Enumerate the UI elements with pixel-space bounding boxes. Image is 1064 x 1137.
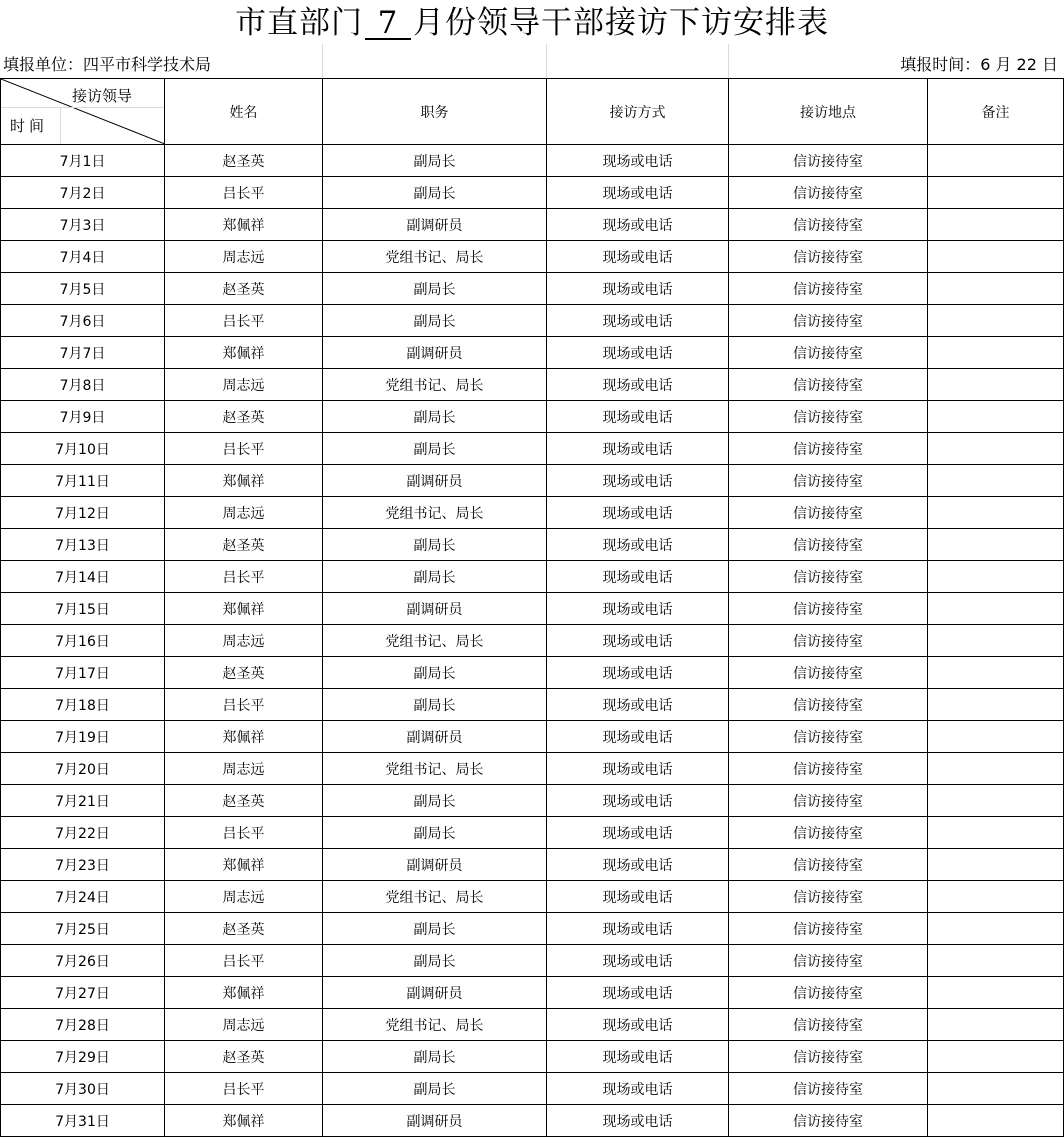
table-row	[1, 1105, 1064, 1137]
cell-location: 信访接待室	[729, 177, 928, 209]
table-header-row	[1, 79, 1064, 145]
cell-method: 现场或电话	[547, 273, 729, 305]
cell-method: 现场或电话	[547, 881, 729, 913]
cell-note	[928, 689, 1064, 721]
cell-note	[928, 913, 1064, 945]
cell-name: 赵圣英	[165, 785, 323, 817]
cell-date: 7月17日	[1, 657, 165, 689]
cell-method: 现场或电话	[547, 785, 729, 817]
header-corner-cell	[1, 79, 165, 145]
table-row	[1, 241, 1064, 273]
cell-name: 周志远	[165, 1009, 323, 1041]
cell-location: 信访接待室	[729, 209, 928, 241]
cell-position: 副局长	[323, 529, 547, 561]
header-note: 备注	[928, 79, 1064, 145]
cell-note	[928, 785, 1064, 817]
cell-position: 党组书记、局长	[323, 881, 547, 913]
table-row	[1, 689, 1064, 721]
table-row	[1, 529, 1064, 561]
cell-name: 赵圣英	[165, 145, 323, 177]
cell-location: 信访接待室	[729, 689, 928, 721]
cell-date: 7月21日	[1, 785, 165, 817]
cell-location: 信访接待室	[729, 145, 928, 177]
cell-date: 7月5日	[1, 273, 165, 305]
cell-location: 信访接待室	[729, 785, 928, 817]
cell-date: 7月13日	[1, 529, 165, 561]
table-row	[1, 593, 1064, 625]
cell-location: 信访接待室	[729, 241, 928, 273]
cell-note	[928, 657, 1064, 689]
cell-method: 现场或电话	[547, 497, 729, 529]
table-row	[1, 945, 1064, 977]
cell-location: 信访接待室	[729, 753, 928, 785]
table-row	[1, 337, 1064, 369]
cell-name: 郑佩祥	[165, 977, 323, 1009]
table-row	[1, 465, 1064, 497]
cell-method: 现场或电话	[547, 433, 729, 465]
cell-method: 现场或电话	[547, 305, 729, 337]
cell-location: 信访接待室	[729, 593, 928, 625]
table-row	[1, 977, 1064, 1009]
cell-note	[928, 177, 1064, 209]
cell-note	[928, 625, 1064, 657]
cell-location: 信访接待室	[729, 1041, 928, 1073]
cell-location: 信访接待室	[729, 977, 928, 1009]
table-row	[1, 625, 1064, 657]
cell-position: 副调研员	[323, 209, 547, 241]
cell-date: 7月26日	[1, 945, 165, 977]
table-row	[1, 369, 1064, 401]
cell-location: 信访接待室	[729, 721, 928, 753]
cell-method: 现场或电话	[547, 1009, 729, 1041]
cell-date: 7月31日	[1, 1105, 165, 1137]
cell-position: 副局长	[323, 657, 547, 689]
cell-date: 7月4日	[1, 241, 165, 273]
cell-location: 信访接待室	[729, 273, 928, 305]
cell-date: 7月7日	[1, 337, 165, 369]
cell-location: 信访接待室	[729, 657, 928, 689]
cell-location: 信访接待室	[729, 849, 928, 881]
cell-method: 现场或电话	[547, 529, 729, 561]
cell-location: 信访接待室	[729, 561, 928, 593]
cell-note	[928, 1041, 1064, 1073]
title-suffix: 月份领导干部接访下访安排表	[413, 5, 829, 41]
cell-name: 郑佩祥	[165, 721, 323, 753]
cell-note	[928, 817, 1064, 849]
grid-divider	[728, 44, 729, 78]
title-prefix: 市直部门	[235, 5, 363, 41]
cell-note	[928, 561, 1064, 593]
cell-location: 信访接待室	[729, 401, 928, 433]
cell-method: 现场或电话	[547, 977, 729, 1009]
cell-name: 周志远	[165, 625, 323, 657]
table-row	[1, 881, 1064, 913]
header-leader: 接访领导	[71, 87, 132, 105]
cell-name: 吕长平	[165, 1073, 323, 1105]
title-month: 7	[365, 8, 411, 40]
cell-method: 现场或电话	[547, 561, 729, 593]
schedule-table	[0, 78, 1064, 1137]
cell-date: 7月14日	[1, 561, 165, 593]
cell-position: 副局长	[323, 689, 547, 721]
table-row	[1, 433, 1064, 465]
cell-name: 吕长平	[165, 177, 323, 209]
header-name: 姓名	[165, 79, 323, 145]
cell-date: 7月27日	[1, 977, 165, 1009]
cell-location: 信访接待室	[729, 1073, 928, 1105]
header-position: 职务	[323, 79, 547, 145]
header-method: 接访方式	[547, 79, 729, 145]
cell-location: 信访接待室	[729, 881, 928, 913]
cell-date: 7月22日	[1, 817, 165, 849]
cell-position: 副局长	[323, 1041, 547, 1073]
cell-position: 副调研员	[323, 337, 547, 369]
table-row	[1, 497, 1064, 529]
cell-position: 副调研员	[323, 849, 547, 881]
cell-date: 7月2日	[1, 177, 165, 209]
cell-position: 党组书记、局长	[323, 753, 547, 785]
table-row	[1, 401, 1064, 433]
cell-position: 副局长	[323, 913, 547, 945]
cell-name: 郑佩祥	[165, 1105, 323, 1137]
cell-note	[928, 433, 1064, 465]
cell-date: 7月8日	[1, 369, 165, 401]
table-row	[1, 1041, 1064, 1073]
cell-name: 赵圣英	[165, 913, 323, 945]
cell-date: 7月19日	[1, 721, 165, 753]
cell-method: 现场或电话	[547, 689, 729, 721]
cell-method: 现场或电话	[547, 625, 729, 657]
cell-note	[928, 337, 1064, 369]
cell-date: 7月3日	[1, 209, 165, 241]
cell-name: 周志远	[165, 369, 323, 401]
cell-name: 周志远	[165, 241, 323, 273]
cell-note	[928, 1105, 1064, 1137]
cell-position: 党组书记、局长	[323, 369, 547, 401]
corner-rule	[1, 107, 165, 108]
cell-date: 7月10日	[1, 433, 165, 465]
cell-note	[928, 497, 1064, 529]
cell-name: 郑佩祥	[165, 209, 323, 241]
cell-position: 副调研员	[323, 1105, 547, 1137]
table-row	[1, 753, 1064, 785]
cell-name: 郑佩祥	[165, 593, 323, 625]
header-location: 接访地点	[729, 79, 928, 145]
cell-position: 副调研员	[323, 593, 547, 625]
cell-position: 副局长	[323, 945, 547, 977]
cell-location: 信访接待室	[729, 305, 928, 337]
reporting-unit: 填报单位：四平市科学技术局	[3, 55, 212, 74]
table-row	[1, 1073, 1064, 1105]
cell-date: 7月20日	[1, 753, 165, 785]
cell-method: 现场或电话	[547, 369, 729, 401]
cell-position: 副局长	[323, 401, 547, 433]
cell-note	[928, 977, 1064, 1009]
cell-method: 现场或电话	[547, 1105, 729, 1137]
table-row	[1, 657, 1064, 689]
cell-position: 副局长	[323, 817, 547, 849]
cell-position: 副局长	[323, 145, 547, 177]
reporting-date: 填报时间：6 月 22 日	[900, 55, 1058, 74]
cell-location: 信访接待室	[729, 369, 928, 401]
table-row	[1, 561, 1064, 593]
cell-position: 副局长	[323, 561, 547, 593]
cell-method: 现场或电话	[547, 401, 729, 433]
cell-position: 党组书记、局长	[323, 625, 547, 657]
table-row	[1, 209, 1064, 241]
table-row	[1, 177, 1064, 209]
cell-method: 现场或电话	[547, 817, 729, 849]
cell-date: 7月23日	[1, 849, 165, 881]
cell-position: 副局长	[323, 1073, 547, 1105]
cell-note	[928, 465, 1064, 497]
cell-method: 现场或电话	[547, 465, 729, 497]
cell-date: 7月6日	[1, 305, 165, 337]
cell-name: 吕长平	[165, 945, 323, 977]
cell-name: 周志远	[165, 881, 323, 913]
table-row	[1, 305, 1064, 337]
cell-method: 现场或电话	[547, 657, 729, 689]
table-row	[1, 145, 1064, 177]
cell-method: 现场或电话	[547, 209, 729, 241]
cell-location: 信访接待室	[729, 1009, 928, 1041]
cell-name: 周志远	[165, 753, 323, 785]
cell-note	[928, 1073, 1064, 1105]
cell-position: 党组书记、局长	[323, 497, 547, 529]
table-row	[1, 721, 1064, 753]
grid-divider	[322, 44, 323, 78]
cell-method: 现场或电话	[547, 241, 729, 273]
cell-position: 副局长	[323, 273, 547, 305]
table-row	[1, 1009, 1064, 1041]
cell-note	[928, 529, 1064, 561]
cell-note	[928, 209, 1064, 241]
cell-name: 吕长平	[165, 433, 323, 465]
cell-method: 现场或电话	[547, 913, 729, 945]
cell-date: 7月15日	[1, 593, 165, 625]
cell-name: 赵圣英	[165, 657, 323, 689]
cell-date: 7月25日	[1, 913, 165, 945]
cell-note	[928, 241, 1064, 273]
cell-note	[928, 145, 1064, 177]
cell-location: 信访接待室	[729, 337, 928, 369]
cell-date: 7月12日	[1, 497, 165, 529]
cell-date: 7月30日	[1, 1073, 165, 1105]
cell-location: 信访接待室	[729, 945, 928, 977]
cell-name: 吕长平	[165, 305, 323, 337]
info-row	[0, 44, 1064, 78]
cell-name: 吕长平	[165, 817, 323, 849]
cell-position: 副调研员	[323, 721, 547, 753]
header-time: 时间	[10, 117, 49, 135]
cell-name: 吕长平	[165, 561, 323, 593]
cell-location: 信访接待室	[729, 913, 928, 945]
cell-method: 现场或电话	[547, 177, 729, 209]
cell-note	[928, 945, 1064, 977]
cell-position: 副调研员	[323, 465, 547, 497]
cell-position: 党组书记、局长	[323, 1009, 547, 1041]
cell-method: 现场或电话	[547, 337, 729, 369]
cell-location: 信访接待室	[729, 625, 928, 657]
cell-location: 信访接待室	[729, 433, 928, 465]
cell-position: 副局长	[323, 785, 547, 817]
cell-note	[928, 881, 1064, 913]
table-row	[1, 817, 1064, 849]
cell-name: 郑佩祥	[165, 465, 323, 497]
cell-name: 郑佩祥	[165, 849, 323, 881]
cell-location: 信访接待室	[729, 529, 928, 561]
table-row	[1, 913, 1064, 945]
page-title	[0, 0, 1064, 44]
cell-name: 赵圣英	[165, 273, 323, 305]
cell-note	[928, 721, 1064, 753]
cell-location: 信访接待室	[729, 497, 928, 529]
cell-name: 周志远	[165, 497, 323, 529]
cell-date: 7月18日	[1, 689, 165, 721]
corner-rule	[60, 108, 61, 144]
cell-note	[928, 753, 1064, 785]
table-row	[1, 849, 1064, 881]
cell-position: 副局长	[323, 177, 547, 209]
cell-method: 现场或电话	[547, 753, 729, 785]
cell-name: 赵圣英	[165, 401, 323, 433]
cell-name: 吕长平	[165, 689, 323, 721]
cell-date: 7月11日	[1, 465, 165, 497]
table-row	[1, 273, 1064, 305]
cell-method: 现场或电话	[547, 945, 729, 977]
cell-date: 7月24日	[1, 881, 165, 913]
cell-date: 7月9日	[1, 401, 165, 433]
cell-note	[928, 593, 1064, 625]
cell-note	[928, 273, 1064, 305]
cell-method: 现场或电话	[547, 721, 729, 753]
cell-note	[928, 1009, 1064, 1041]
cell-method: 现场或电话	[547, 849, 729, 881]
cell-date: 7月1日	[1, 145, 165, 177]
cell-note	[928, 849, 1064, 881]
cell-method: 现场或电话	[547, 1041, 729, 1073]
grid-divider	[546, 44, 547, 78]
cell-date: 7月16日	[1, 625, 165, 657]
cell-method: 现场或电话	[547, 1073, 729, 1105]
cell-position: 副局长	[323, 433, 547, 465]
table-row	[1, 785, 1064, 817]
cell-location: 信访接待室	[729, 817, 928, 849]
cell-location: 信访接待室	[729, 1105, 928, 1137]
cell-name: 郑佩祥	[165, 337, 323, 369]
cell-location: 信访接待室	[729, 465, 928, 497]
cell-method: 现场或电话	[547, 145, 729, 177]
cell-note	[928, 401, 1064, 433]
cell-method: 现场或电话	[547, 593, 729, 625]
cell-position: 党组书记、局长	[323, 241, 547, 273]
cell-note	[928, 369, 1064, 401]
cell-name: 赵圣英	[165, 529, 323, 561]
cell-date: 7月28日	[1, 1009, 165, 1041]
cell-position: 副调研员	[323, 977, 547, 1009]
cell-note	[928, 305, 1064, 337]
cell-name: 赵圣英	[165, 1041, 323, 1073]
cell-position: 副局长	[323, 305, 547, 337]
cell-date: 7月29日	[1, 1041, 165, 1073]
